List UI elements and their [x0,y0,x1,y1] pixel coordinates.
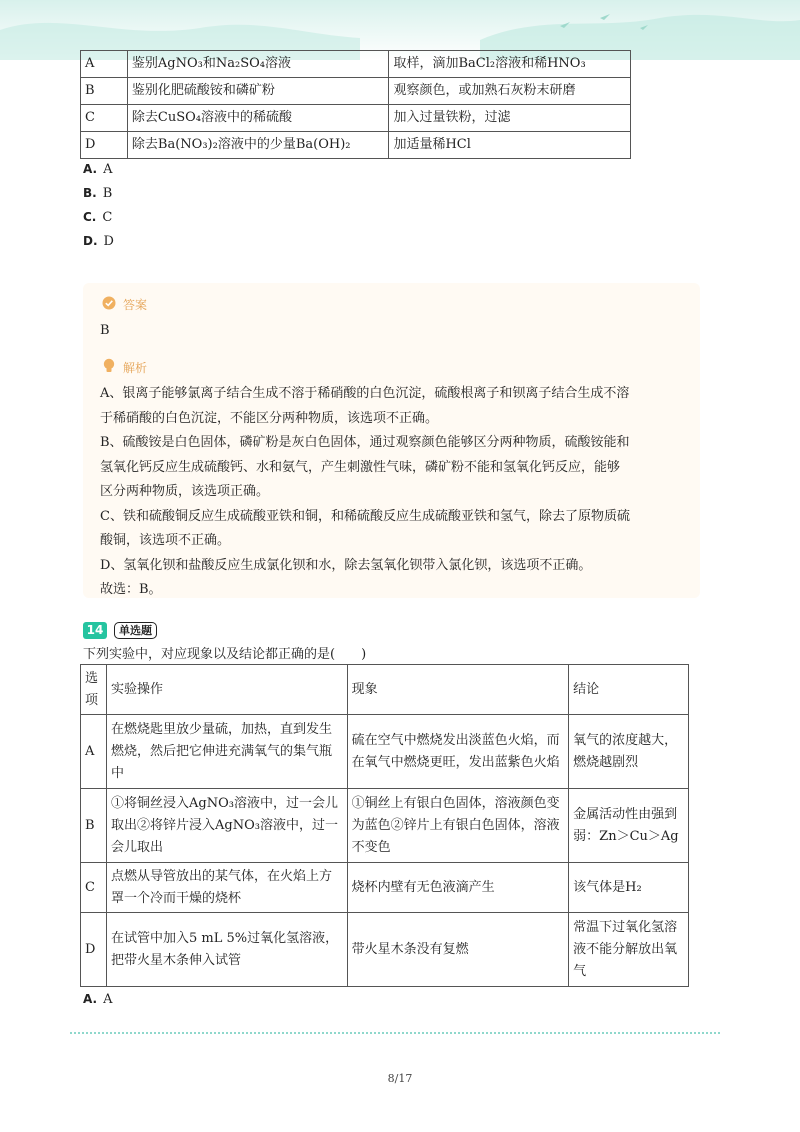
cell-purpose: 除去CuSO₄溶液中的稀硫酸 [127,105,389,132]
header-option: 选项 [81,665,107,715]
analysis-line: B、硫酸铵是白色固体，磷矿粉是灰白色固体，通过观察颜色能够区分两种物质，硫酸铵能和 [100,435,630,450]
analysis-line: 氢氧化钙反应生成硫酸钙、水和氨气，产生刺激性气味，磷矿粉不能和氢氧化钙反应，能够 [100,459,621,475]
option-c[interactable]: C. C [83,210,113,225]
question-number: 14 [83,622,107,639]
cell-option: B [81,789,107,863]
cell-phenomenon: ①铜丝上有银白色固体，溶液颜色变为蓝色②锌片上有银白色固体，溶液不变色 [347,789,569,863]
lightbulb-icon [102,358,116,373]
cell-option: B [81,78,128,105]
cell-phenomenon: 带火星木条没有复燃 [347,913,569,987]
cell-phenomenon: 硫在空气中燃烧发出淡蓝色火焰，而在氧气中燃烧更旺，发出蓝紫色火焰 [347,715,569,789]
analysis-line: A、银离子能够氯离子结合生成不溶于稀硝酸的白色沉淀，硫酸根离子和钡离子结合生成不溶 [100,386,630,401]
cell-option: D [81,913,107,987]
cell-option: C [81,105,128,132]
cell-conclusion: 常温下过氧化氢溶液不能分解放出氧气 [569,913,689,987]
cell-phenomenon: 烧杯内壁有无色液滴产生 [347,863,569,913]
cell-method: 观察颜色，或加熟石灰粉末研磨 [389,78,631,105]
table-row [81,51,631,78]
option-b[interactable]: B. B [83,186,113,201]
table-header-row [81,665,689,715]
question-stem: 下列实验中，对应现象以及结论都正确的是( ) [83,647,367,662]
cell-operation: 在燃烧匙里放少量硫，加热，直到发生燃烧，然后把它伸进充满氧气的集气瓶中 [106,715,347,789]
analysis-text [100,382,690,603]
table-row [81,789,689,863]
analysis-line: 于稀硝酸的白色沉淀，不能区分两种物质，该选项不正确。 [100,410,439,426]
cell-purpose: 除去Ba(NO₃)₂溶液中的少量Ba(OH)₂ [127,132,389,159]
cell-purpose: 鉴别化肥硫酸铵和磷矿粉 [127,78,389,105]
table-row [81,105,631,132]
cell-option: D [81,132,128,159]
cell-conclusion: 金属活动性由强到弱：Zn＞Cu＞Ag [569,789,689,863]
analysis-line: 酸铜，该选项不正确。 [100,533,231,548]
page-number: 8/17 [387,1072,413,1085]
table-row [81,132,631,159]
cell-conclusion: 氧气的浓度越大，燃烧越剧烈 [569,715,689,789]
cell-option: A [81,51,128,78]
option-a[interactable]: A. A [83,162,113,177]
analysis-line: 故选：B。 [100,582,162,597]
q14-experiment-table [80,664,689,987]
q13-options-table [80,50,631,159]
cell-method: 取样，滴加BaCl₂溶液和稀HNO₃ [389,51,631,78]
cell-option: A [81,715,107,789]
option-d[interactable]: D. D [83,234,114,249]
table-row [81,715,689,789]
analysis-line: 区分两种物质，该选项正确。 [100,484,270,499]
cell-method: 加入过量铁粉，过滤 [389,105,631,132]
cell-operation: 点燃从导管放出的某气体，在火焰上方罩一个冷而干燥的烧杯 [106,863,347,913]
check-circle-icon [102,296,116,310]
cell-conclusion: 该气体是H₂ [569,863,689,913]
footer-divider [70,1032,720,1034]
table-row [81,913,689,987]
question-type-badge: 单选题 [114,622,157,639]
cell-operation: ①将铜丝浸入AgNO₃溶液中，过一会儿取出②将锌片浸入AgNO₃溶液中，过一会儿取出 [106,789,347,863]
header-phenomenon: 现象 [347,665,569,715]
header-operation: 实验操作 [106,665,347,715]
cell-purpose: 鉴别AgNO₃和Na₂SO₄溶液 [127,51,389,78]
analysis-line: C、铁和硫酸铜反应生成硫酸亚铁和铜，和稀硫酸反应生成硫酸亚铁和氢气，除去了原物质硫 [100,508,630,524]
analysis-line: D、氢氧化钡和盐酸反应生成氯化钡和水，除去氢氧化钡带入氯化钡，该选项不正确。 [100,557,592,573]
table-row [81,863,689,913]
cell-operation: 在试管中加入5 mL 5%过氧化氢溶液，把带火星木条伸入试管 [106,913,347,987]
table-row [81,78,631,105]
answer-label: 答案 [123,298,148,312]
analysis-label: 解析 [123,361,148,375]
header-conclusion: 结论 [569,665,689,715]
answer-value: B [100,323,110,338]
option-a[interactable]: A. A [83,992,113,1007]
cell-option: C [81,863,107,913]
cell-method: 加适量稀HCl [389,132,631,159]
